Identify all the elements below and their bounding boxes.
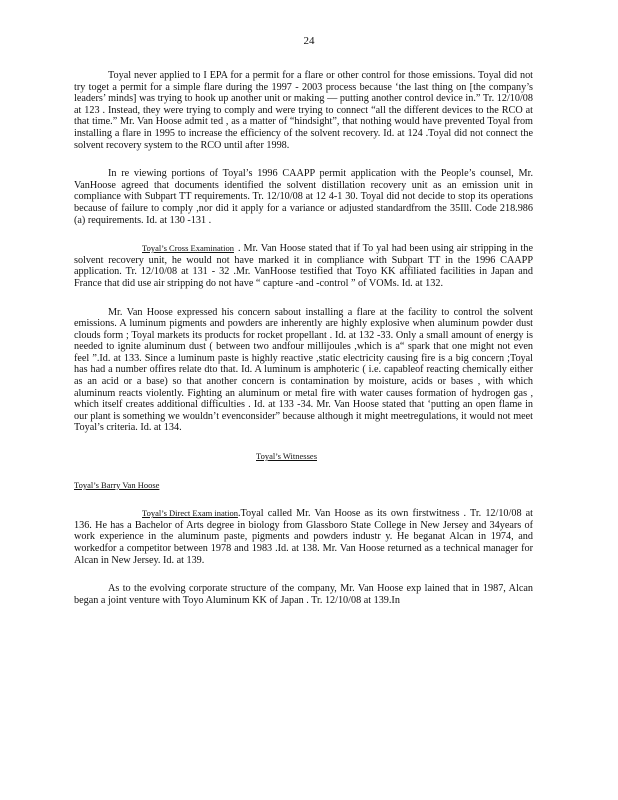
direct-exam-text: .Toyal called Mr. Van Hoose as its own firstwitness . Tr. 12/10/08 at 136. He has a Bachelor of Arts degree in biology from Glassboro State College in New Jersey and 34years of work experience in the aluminum paste, pigments and powders industr y. He beganat Alcan in 1974, and workedfor a competitor between 1978 and 1983 .Id. at 138. Mr. Van Hoose returned as a technical manager for Alcan in New Jersey. Id. at 139. [74, 508, 533, 566]
cross-exam-lead: Toyal’s Cross Examination [142, 243, 234, 254]
cross-exam-text: . Mr. Van Hoose stated that if To yal had been using air stripping in the solvent recovery unit, he would not have marked it in compliance with Subpart TT in the 1996 CAAPP application. Tr. 12/10/08 at 131 - 32 .Mr. VanHoose testified that Toyo KK affiliated facilities in Japan and France that did use air stripping do not have “ capture -and -control ” of VOMs. Id. at 132. [74, 243, 533, 289]
section-heading-witnesses [74, 451, 533, 463]
witnesses-heading-text: Toyal’s Witnesses [256, 451, 317, 462]
document-body [74, 70, 533, 623]
paragraph-caapp-review: In re viewing portions of Toyal’s 1996 CAAPP permit application with the People’s counsel, Mr. VanHoose agreed that documents identified the solvent distillation recovery unit as an emission unit in compliance with Subpart TT requirements. Tr. 12/10/08 at 12 4-1 30. Toyal did not decide to stop its operations because of failure to comply ,nor did it apply for a variance or adjusted standardfrom the 35Ill. Code 218.986 (a) requirements. Id. at 130 -131 . [74, 168, 533, 226]
witness-name-text: Toyal’s Barry Van Hoose [74, 479, 160, 490]
page-number: 24 [303, 35, 315, 47]
paragraph-flare-permit: Toyal never applied to I EPA for a permit for a flare or other control for those emissions. Toyal did not try toget a permit for a simple flare during the 1997 - 2003 process because ‘the last thing on [the company’s leaders’ minds] was trying to hook up another unit or making — putting another control device in.” Tr. 12/10/08 at 123 . Instead, they were trying to comply and were trying to connect “all the different devices to the RCO at that time.” Mr. Van Hoose admit ted , as a matter of “hindsight”, that nothing would have prevented Toyal from installing a flare in 1995 to increase the efficiency of the solvent recovery. Id. at 124 .Toyal did not connect the solvent recovery system to the RCO until after 1998. [74, 70, 533, 151]
paragraph-explosion-concern: Mr. Van Hoose expressed his concern sabout installing a flare at the facility to control the solvent emissions. A luminum pigments and powders are inherently are highly explosive when aluminum powder dust clouds form ; Toyal markets its products for rocket propellant . Id. at 132 -33. Only a small amount of energy is needed to ignite aluminum dust ( between two andfour millijoules ,which is a“ spark that one might not even feel ”.Id. at 133. Since a luminum paste is highly reactive ,static electricity causing fire is a big concern ;Toyal has had a number offires relate dto that. Id. A luminum is amphoteric ( i.e. capableof reacting chemically either as an acid or a base) so that another concern is contamination by moisture, acids or bases , with which aluminum reacts violently. Fighting an aluminum or metal fire with water causes formation of hydrogen gas , which itself creates additional difficulties . Id. at 133 -34. Mr. Van Hoose stated that ‘putting an open flame in our plant is something we wouldn’t evenconsider” because although it might meetregulations, it would not meet Toyal’s criteria. Id. at 134. [74, 306, 533, 434]
subheading-witness-name [74, 480, 533, 492]
paragraph-corporate-structure: As to the evolving corporate structure of the company, Mr. Van Hoose exp lained that in 1987, Alcan began a joint venture with Toyo Aluminum KK of Japan . Tr. 12/10/08 at 139.In [74, 583, 533, 606]
paragraph-direct-exam [74, 508, 533, 566]
direct-exam-lead: Toyal’s Direct Exam ination [142, 508, 238, 519]
paragraph-cross-exam [74, 243, 533, 289]
